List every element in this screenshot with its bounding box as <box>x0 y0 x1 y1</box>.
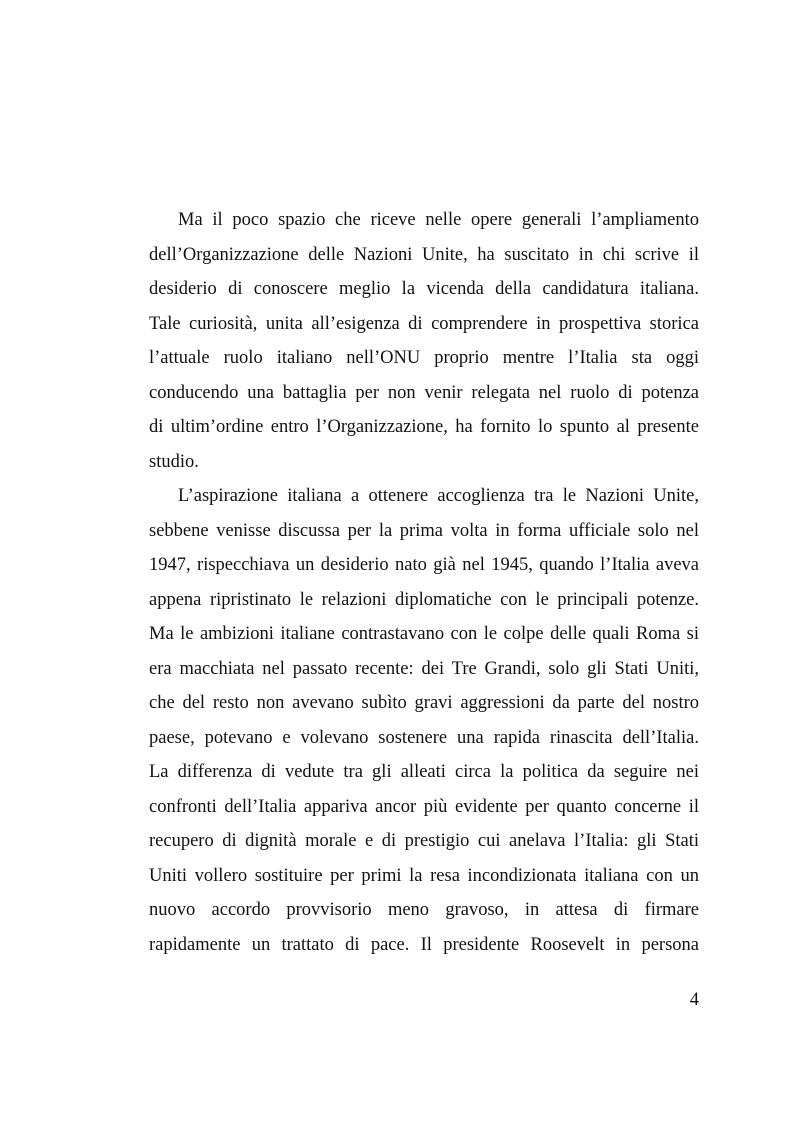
text-line: dell’Organizzazione delle Nazioni Unite, ha suscitato in chi scrive il <box>149 244 699 265</box>
text-line: nuovo accordo provvisorio meno gravoso, in attesa di firmare <box>149 900 699 920</box>
text-line: La differenza di vedute tra gli alleati circa la politica da seguire nei <box>149 762 699 782</box>
text-line: che del resto non avevano subìto gravi aggressioni da parte del nostro <box>149 693 699 713</box>
body-text <box>149 203 699 962</box>
text-line: era macchiata nel passato recente: dei Tre Grandi, solo gli Stati Uniti, <box>149 658 699 679</box>
text-line: desiderio di conoscere meglio la vicenda della candidatura italiana. <box>149 279 699 299</box>
text-line: conducendo una battaglia per non venir relegata nel ruolo di potenza <box>149 382 699 403</box>
text-line: appena ripristinato le relazioni diplomatiche con le principali potenze. <box>149 589 699 610</box>
page-number: 4 <box>689 990 699 1010</box>
text-line: 1947, rispecchiava un desiderio nato già nel 1945, quando l’Italia aveva <box>149 555 699 575</box>
text-line: Tale curiosità, unita all’esigenza di comprendere in prospettiva storica <box>149 313 699 334</box>
text-line: L’aspirazione italiana a ottenere accoglienza tra le Nazioni Unite, <box>178 486 699 506</box>
paragraph-2 <box>149 479 699 962</box>
text-line: paese, potevano e volevano sostenere una rapida rinascita dell’Italia. <box>149 727 699 748</box>
paragraph-1 <box>149 203 699 479</box>
text-line: l’attuale ruolo italiano nell’ONU proprio mentre l’Italia sta oggi <box>149 348 699 368</box>
text-line: recupero di dignità morale e di prestigio cui anelava l’Italia: gli Stati <box>149 831 699 851</box>
text-line: rapidamente un trattato di pace. Il presidente Roosevelt in persona <box>149 934 699 955</box>
text-line: confronti dell’Italia appariva ancor più evidente per quanto concerne il <box>149 796 699 817</box>
text-line: Uniti vollero sostituire per primi la resa incondizionata italiana con un <box>149 865 699 886</box>
text-line: Ma le ambizioni italiane contrastavano con le colpe delle quali Roma si <box>149 624 699 644</box>
text-line: sebbene venisse discussa per la prima volta in forma ufficiale solo nel <box>149 520 699 541</box>
text-line: Ma il poco spazio che riceve nelle opere generali l’ampliamento <box>178 210 699 230</box>
text-line: di ultim’ordine entro l’Organizzazione, ha fornito lo spunto al presente <box>149 417 699 437</box>
text-line: studio. <box>149 451 199 472</box>
